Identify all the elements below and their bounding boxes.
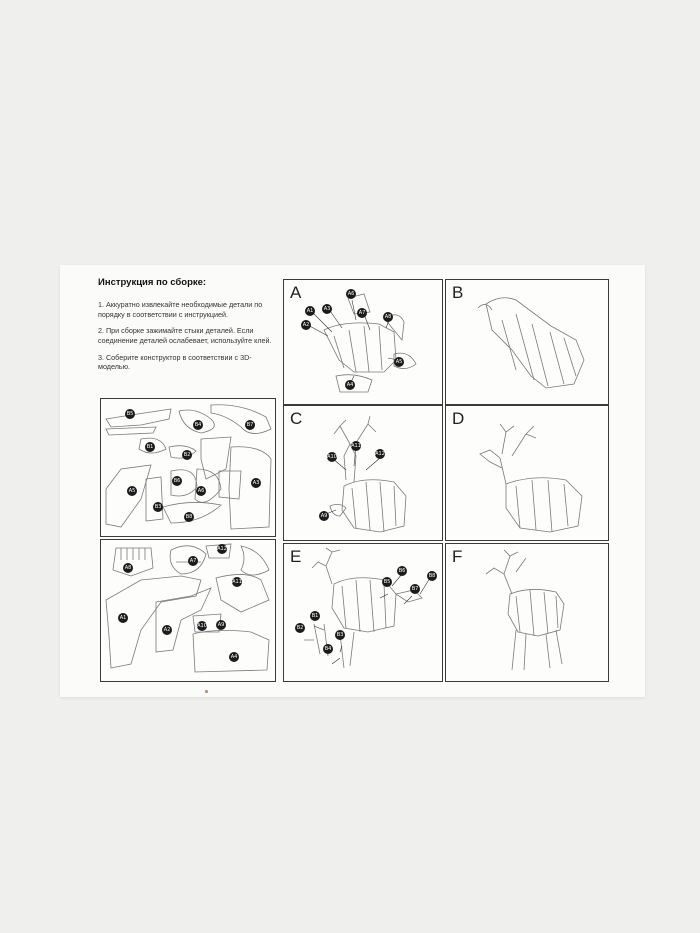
label-badge [295,623,305,633]
step-e-labels [295,566,437,654]
label-text: B1 [311,613,319,619]
deer-assembly [330,416,406,532]
parts-sheet-b [100,398,276,537]
label-badge [172,476,182,486]
label-text: B2 [296,625,304,631]
label-badge [216,620,226,630]
label-badge [196,486,206,496]
label-badge [322,304,332,314]
label-text: A3 [252,480,260,486]
label-text: A10 [327,454,337,460]
label-badge [310,611,320,621]
step-letter: F [452,547,463,566]
label-text: A9 [217,622,225,628]
label-text: B7 [411,586,419,592]
paper-stain [205,690,208,693]
label-badge [327,452,337,462]
label-text: B8 [428,573,436,579]
label-badge [394,357,404,367]
label-badge [410,584,420,594]
label-text: B4 [194,422,202,428]
label-text: B5 [383,579,391,585]
instruction-step-1: 1. Аккуратно извлекайте необходимые детали по порядку в соответствии с инструкцией. [98,299,263,319]
label-badge [357,308,367,318]
step-letter: A [290,283,302,302]
label-text: A1 [306,308,314,314]
label-text: B3 [154,504,162,510]
label-badge [319,511,329,521]
label-text: B1 [146,444,154,450]
label-badge [123,563,133,573]
label-text: A5 [395,359,403,365]
label-text: A6 [347,291,355,297]
label-text: A11 [232,579,242,585]
label-badge [346,289,356,299]
label-text: A11 [351,443,361,449]
step-panel-e [283,543,443,682]
label-badge [351,441,361,451]
label-badge [197,621,207,631]
label-text: B7 [246,422,254,428]
deer-assembly [478,298,584,388]
label-badge [127,486,137,496]
deer-assembly [480,424,582,532]
label-text: A8 [384,314,392,320]
deer-assembly [324,294,416,392]
step-letter: C [290,409,303,428]
label-badge [345,380,355,390]
step-panel-d [445,405,609,541]
label-text: A7 [189,558,197,564]
instructions-title: Инструкция по сборке: [98,277,207,288]
label-badge [301,320,311,330]
label-badge [251,478,261,488]
instruction-step-3: 3. Соберите конструктор в соответствии с 3D-моделью. [98,352,252,372]
label-text: A2 [163,627,171,633]
label-badge [118,613,128,623]
instructions-block [98,277,278,379]
label-badge [383,312,393,322]
label-text: B4 [324,646,332,652]
label-text: A6 [197,488,205,494]
label-badge [305,306,315,316]
label-text: B2 [183,452,191,458]
label-badge [188,556,198,566]
label-text: A7 [358,310,366,316]
label-badge [397,566,407,576]
label-text: B8 [185,514,193,520]
label-badge [335,630,345,640]
label-text: A1 [119,615,127,621]
instruction-step-2: 2. При сборке зажимайте стыки деталей. Если соединение деталей ослабевает, используйте клей. [98,326,272,345]
step-letter: E [290,547,302,566]
label-text: A12 [217,546,227,552]
label-badge [232,577,242,587]
label-badge [245,420,255,430]
instruction-sheet [60,265,645,697]
label-text: B3 [336,632,344,638]
label-text: B6 [398,568,406,574]
step-letter: D [452,409,465,428]
label-text: A3 [323,306,331,312]
label-text: A9 [320,513,328,519]
label-badge [375,449,385,459]
label-text: A4 [346,382,354,388]
step-c-labels [319,441,385,521]
parts-sheet-a [100,539,276,682]
label-badge [145,442,155,452]
label-badge [153,502,163,512]
label-text: B5 [126,411,134,417]
label-text: A8 [124,565,132,571]
deer-assembly [486,550,564,670]
label-text: A5 [128,488,136,494]
step-panel-f [445,543,609,682]
step-panel-b [445,279,609,405]
label-badge [193,420,203,430]
label-badge [125,409,135,419]
label-text: A4 [230,654,238,660]
label-text: B6 [173,478,181,484]
label-badge [162,625,172,635]
label-badge [323,644,333,654]
label-badge [229,652,239,662]
label-badge [217,544,227,554]
label-badge [427,571,437,581]
label-text: A10 [197,623,207,629]
label-text: A12 [375,451,385,457]
label-text: A2 [302,322,310,328]
part-outlines [106,544,269,672]
step-letter: B [452,283,464,302]
label-badge [184,512,194,522]
label-badge [182,450,192,460]
label-badge [382,577,392,587]
step-panel-a [283,279,443,405]
step-panel-c [283,405,443,541]
